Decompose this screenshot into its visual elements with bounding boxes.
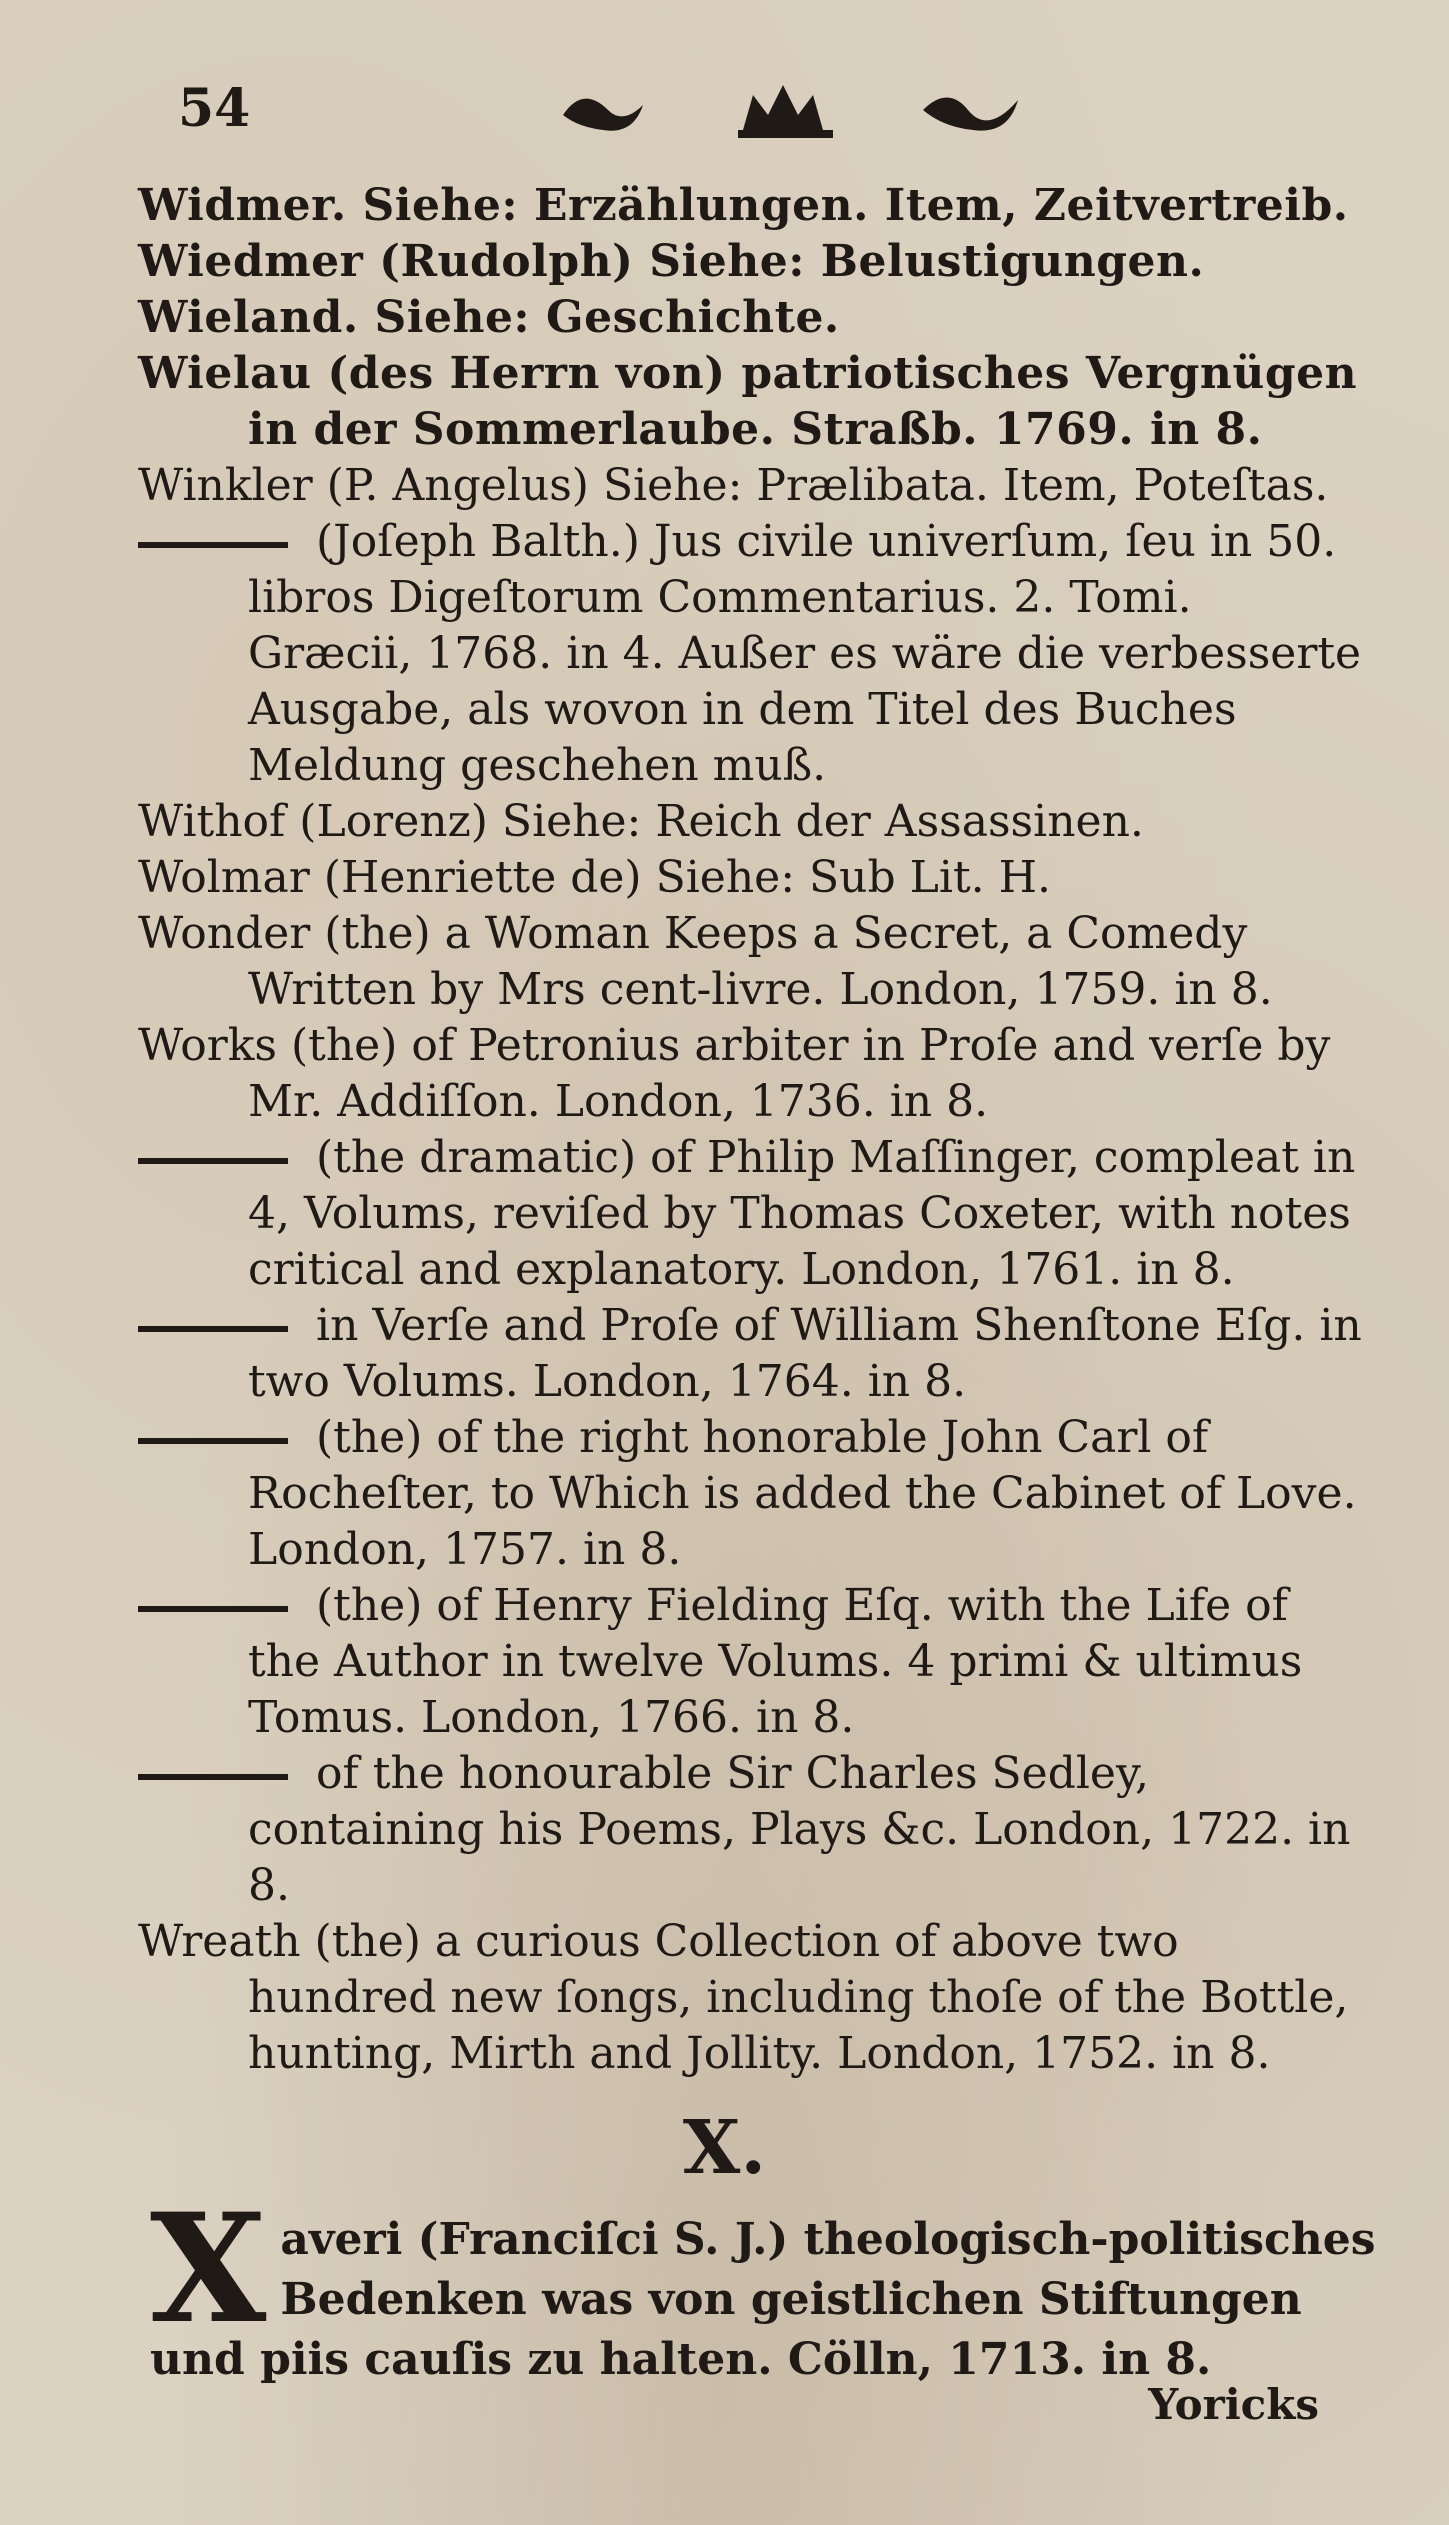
entry-text: in Verſe and Proſe of William Shenſtone Eſg. in two Volums. London, 1764. in 8. bbox=[248, 1300, 1362, 1407]
catalog-entry-continuation bbox=[138, 1410, 1368, 1578]
ditto-dash bbox=[138, 1438, 288, 1444]
catalog-entry-continuation bbox=[138, 1130, 1368, 1298]
crown-ornament-icon bbox=[543, 70, 1103, 150]
entry-text: (the dramatic) of Philip Maſſinger, compleat in 4, Volums, reviſed by Thomas Coxeter, with notes critical and explanatory. London, 1761. in 8. bbox=[248, 1132, 1356, 1295]
entry-text: (the) of Henry Fielding Eſq. with the Life of the Author in twelve Volums. 4 primi & ultimus Tomus. London, 1766. in 8. bbox=[248, 1580, 1303, 1743]
entry-text: (Joſeph Balth.) Jus civile univerſum, ſeu in 50. libros Digeſtorum Commentarius. 2. Tomi. Græcii, 1768. in 4. Außer es wäre die verbesserte Ausgabe, als wovon in dem Titel des Buches Meldung geschehen muß. bbox=[248, 516, 1362, 791]
catalog-entry-continuation bbox=[138, 1298, 1368, 1410]
catalog-entry: Wolmar (Henriette de) Siehe: Sub Lit. H. bbox=[138, 852, 1051, 903]
catalog-entry: Withof (Lorenz) Siehe: Reich der Assassinen. bbox=[138, 796, 1144, 847]
ditto-dash bbox=[138, 1326, 288, 1332]
ditto-dash bbox=[138, 1606, 288, 1612]
drop-cap: X bbox=[150, 2181, 267, 2357]
catalog-entry: Works (the) of Petronius arbiter in Proſe and verſe by Mr. Addiſſon. London, 1736. in 8. bbox=[138, 1020, 1331, 1127]
catalog-entry: Wonder (the) a Woman Keeps a Secret, a Comedy Written by Mrs cent-livre. London, 1759. in 8. bbox=[138, 908, 1273, 1015]
catalog-entry-continuation bbox=[138, 1746, 1368, 1914]
catalog-entry: Wreath (the) a curious Collection of above two hundred new ſongs, including thoſe of the Bottle, hunting, Mirth and Jollity. London, 1752. in 8. bbox=[138, 1916, 1349, 2079]
page-number: 54 bbox=[178, 78, 251, 139]
catalog-entry: Widmer. Siehe: Erzählungen. Item, Zeitvertreib. bbox=[138, 180, 1349, 231]
catalog-entry: Winkler (P. Angelus) Siehe: Prælibata. Item, Poteſtas. bbox=[138, 460, 1329, 511]
ditto-dash bbox=[138, 1774, 288, 1780]
catchword: Yoricks bbox=[1148, 2380, 1319, 2429]
catalog-entry: Wielau (des Herrn von) patriotisches Vergnügen in der Sommerlaube. Straßb. 1769. in 8. bbox=[138, 348, 1358, 455]
catalog-entry: Wiedmer (Rudolph) Siehe: Belustigungen. bbox=[138, 236, 1205, 287]
catalog-entry-continuation bbox=[138, 514, 1368, 794]
entry-text: averi (Franciſci S. J.) theologisch-politisches Bedenken was von geistlichen Stiftungen und piis cauſis zu halten. Cölln, 1713. in 8. bbox=[150, 2214, 1376, 2385]
catalog-entry-xaveri bbox=[150, 2181, 1380, 2390]
page-header bbox=[178, 70, 1309, 160]
catalog-entry-continuation bbox=[138, 1578, 1368, 1746]
ditto-dash bbox=[138, 542, 288, 548]
catalog-entries bbox=[138, 178, 1368, 2082]
ditto-dash bbox=[138, 1158, 288, 1164]
section-heading: X. bbox=[682, 2105, 767, 2191]
entry-text: of the honourable Sir Charles Sedley, containing his Poems, Plays &c. London, 1722. in 8. bbox=[248, 1748, 1351, 1911]
catalog-entry: Wieland. Siehe: Geschichte. bbox=[138, 292, 840, 343]
entry-text: (the) of the right honorable John Carl of Rocheſter, to Which is added the Cabinet of Love. London, 1757. in 8. bbox=[248, 1412, 1357, 1575]
